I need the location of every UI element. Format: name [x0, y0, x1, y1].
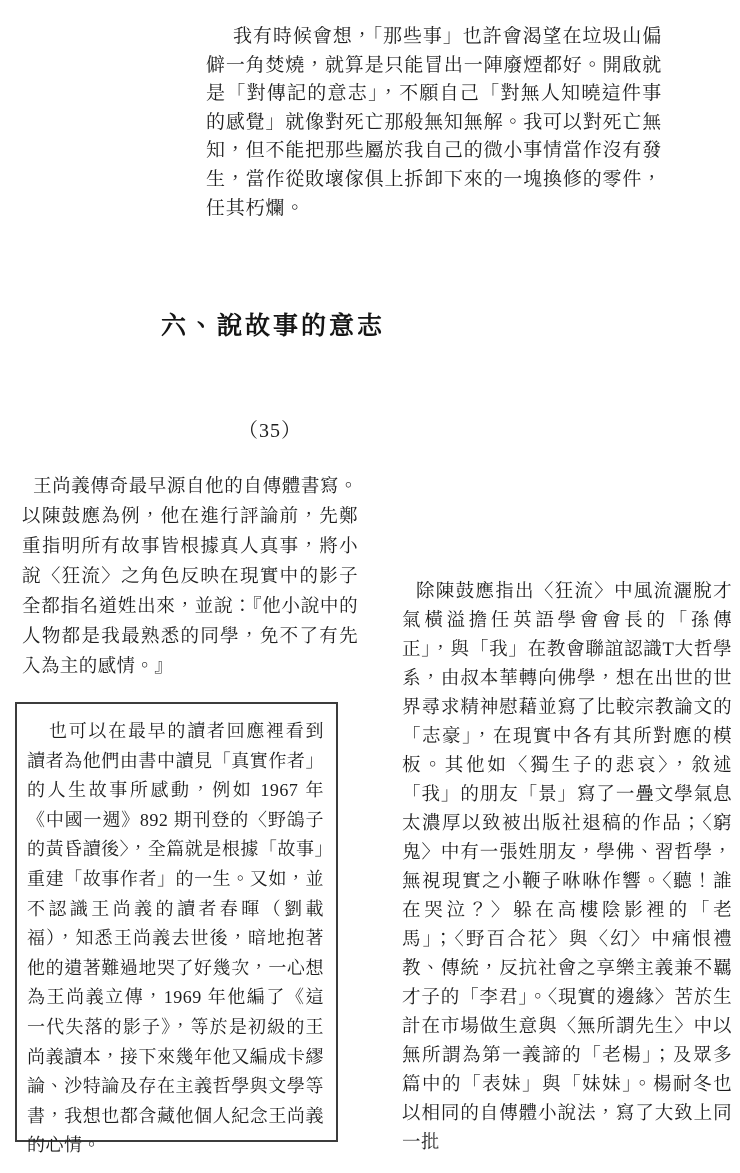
boxed-note: [15, 702, 338, 1156]
section-heading: 六、說故事的意志: [161, 312, 386, 340]
subsection-number: （35）: [238, 420, 302, 442]
right-column-paragraph: 除陳鼓應指出〈狂流〉中風流灑脫才氣橫溢擔任英語學會會長的「孫傳正」，與「我」在教會聯誼認識T大哲學系，由叔本華轉向佛學，想在出世的世界尋求精神慰藉並寫了比較宗教論文的「志豪」，在現實中各有其所對應的模板。其他如〈獨生子的悲哀〉，敘述「我」的朋友「景」寫了一疊文學氣息太濃厚以致被出版社退稿的作品；〈窮鬼〉中有一張姓朋友，學佛、習哲學，無視現實之小鞭子咻咻作響。〈聽！誰在哭泣？〉躲在高樓陰影裡的「老馬」；〈野百合花〉與〈幻〉中痛恨禮教、傳統，反抗社會之享樂主義兼不羈才子的「李君」。〈現實的邊緣〉苦於生計在市場做生意與〈無所謂先生〉中以無所謂為第一義諦的「老楊」；及眾多篇中的「表妹」與「妹妹」。楊耐冬也以相同的自傳體小說法，寫了大致上同一批: [402, 582, 732, 1153]
opening-quote-paragraph: 我有時候會想，「那些事」也許會渴望在垃圾山偏僻一角焚燒，就算是只能冒出一陣廢煙都好。開啟就是「對傳記的意志」，不願自己「對無人知曉這件事的感覺」就像對死亡那般無知無解。我可以對死亡無知，但不能把那些屬於我自己的微小事情當作沒有發生，當作從敗壞傢俱上拆卸下來的一塊換修的零件，任其朽爛。: [206, 26, 662, 219]
left-column-paragraph: 王尚義傳奇最早源自他的自傳體書寫。以陳鼓應為例，他在進行評論前，先鄭重指明所有故事皆根據真人真事，將小說〈狂流〉之角色反映在現實中的影子全都指名道姓出來，並說：『他小說中的人物都是我最熟悉的同學，免不了有先入為主的感情。』: [22, 477, 358, 677]
boxed-reader-response-paragraph: 也可以在最早的讀者回應裡看到讀者為他們由書中讀見「真實作者」的人生故事所感動，例如 1967 年《中國一週》892 期刊登的〈野鴿子的黃昏讀後〉，全篇就是根據「故事」重建「故事作者」的一生。又如，並不認識王尚義的讀者春暉（劉載福），知悉王尚義去世後，暗地抱著他的遺著難過地哭了好幾次，一心想為王尚義立傳，1969 年他編了《這一代失落的影子》，等於是初級的王尚義讀本，接下來幾年他又編成卡繆論、沙特論及存在主義哲學與文學等書，我想也都含藏他個人紀念王尚義的心情。: [27, 721, 324, 1156]
